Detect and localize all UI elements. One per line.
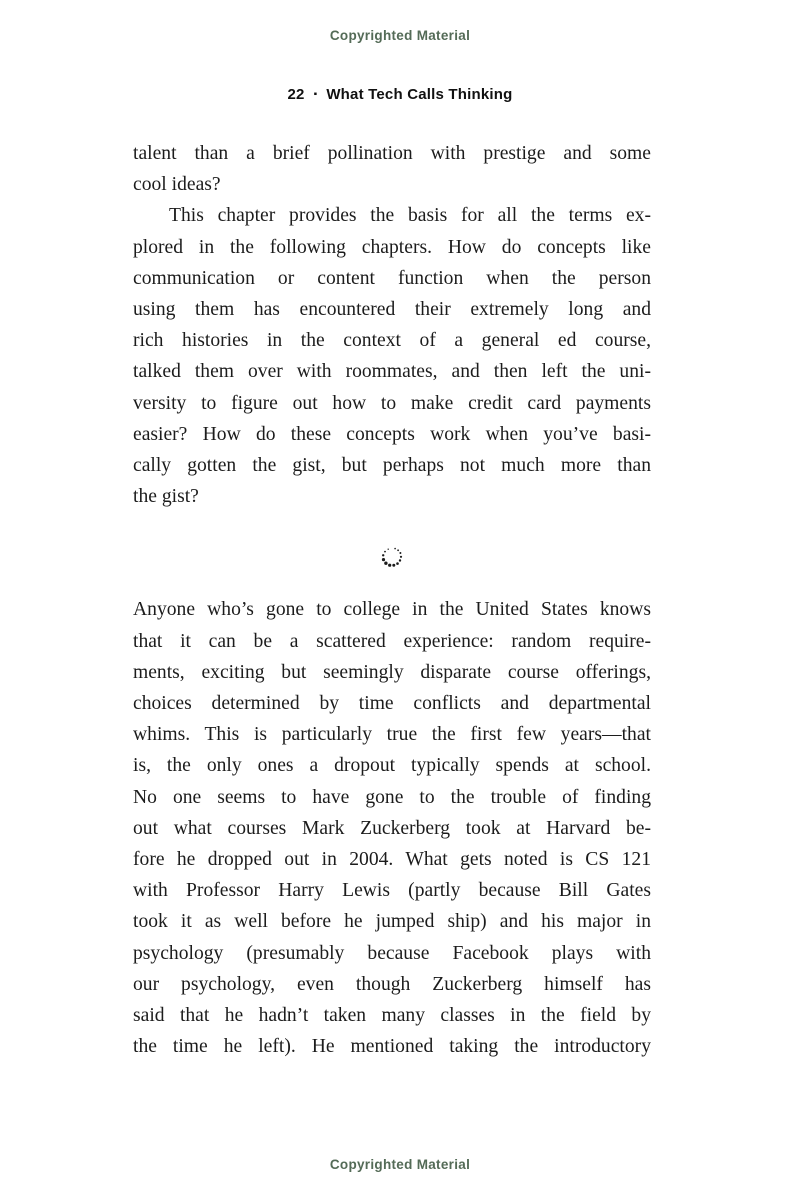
- text-line: the time he left). He mentioned taking the introductory: [133, 1036, 651, 1058]
- text-line: rich histories in the context of a general ed course,: [133, 330, 651, 352]
- copyright-notice-top-text: Copyrighted Material: [329, 28, 471, 43]
- section-break-ornament: [133, 544, 651, 570]
- text-line: said that he hadn’t taken many classes in the field by: [133, 1005, 651, 1027]
- running-header-title: What Tech Calls Thinking: [326, 86, 513, 103]
- copyright-notice-top: [0, 0, 800, 45]
- text-line: using them has encountered their extremely long and: [133, 299, 651, 321]
- text-line: that it can be a scattered experience: random require-: [133, 630, 651, 652]
- text-line: plored in the following chapters. How do concepts like: [133, 236, 651, 258]
- text-line: the gist?: [133, 486, 199, 508]
- text-line: out what courses Mark Zuckerberg took at Harvard be-: [133, 817, 651, 839]
- dotted-circle-ornament-icon: [379, 544, 405, 570]
- text-line: communication or content function when the person: [133, 267, 651, 289]
- text-line: ments, exciting but seemingly disparate course offerings,: [133, 661, 651, 683]
- paragraph: [133, 138, 651, 200]
- text-line: This chapter provides the basis for all the terms ex-: [169, 205, 651, 227]
- text-line: took it as well before he jumped ship) and his major in: [133, 911, 651, 933]
- paragraph: [133, 594, 651, 1062]
- paragraph: [133, 200, 651, 512]
- text-line: cally gotten the gist, but perhaps not much more than: [133, 455, 651, 477]
- text-line: cool ideas?: [133, 174, 221, 196]
- text-line: choices determined by time conflicts and departmental: [133, 693, 651, 715]
- text-line: psychology (presumably because Facebook plays with: [133, 942, 651, 964]
- square-bullet-icon: ▪: [313, 89, 318, 100]
- text-line: fore he dropped out in 2004. What gets noted is CS 121: [133, 849, 651, 871]
- running-header: [0, 86, 800, 103]
- text-line: No one seems to have gone to the trouble of finding: [133, 786, 651, 808]
- text-line: with Professor Harry Lewis (partly because Bill Gates: [133, 880, 651, 902]
- text-line: talent than a brief pollination with prestige and some: [133, 143, 651, 164]
- text-line: Anyone who’s gone to college in the United States knows: [133, 599, 651, 621]
- page-number: 22: [287, 86, 305, 103]
- text-line: whims. This is particularly true the first few years—that: [133, 724, 651, 746]
- text-line: is, the only ones a dropout typically spends at school.: [133, 755, 651, 777]
- copyright-notice-bottom-text: Copyrighted Material: [329, 1157, 471, 1172]
- text-line: our psychology, even though Zuckerberg himself has: [133, 973, 651, 995]
- copyright-notice-bottom: [0, 1156, 800, 1174]
- text-line: talked them over with roommates, and then left the uni-: [133, 361, 651, 383]
- text-line: easier? How do these concepts work when you’ve basi-: [133, 423, 651, 445]
- text-line: versity to figure out how to make credit card payments: [133, 392, 651, 414]
- page-body: [133, 138, 651, 1062]
